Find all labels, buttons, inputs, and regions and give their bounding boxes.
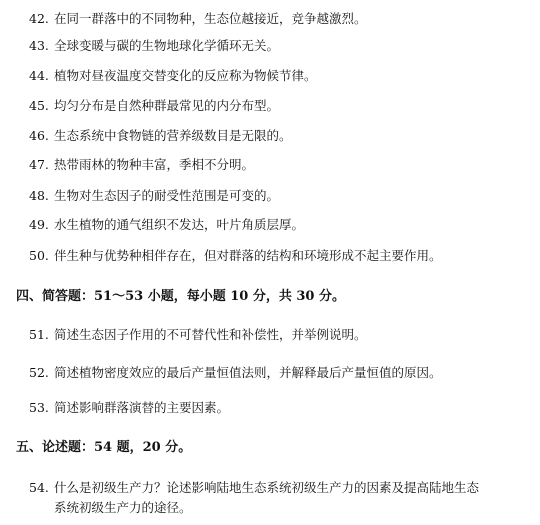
question-text: 在同一群落中的不同物种，生态位越接近，竞争越激烈。: [54, 11, 367, 26]
question-text: 生物对生态因子的耐受性范围是可变的。: [54, 188, 280, 203]
question-number: 47.: [29, 157, 49, 172]
question-number: 53.: [29, 400, 49, 415]
question-number: 51.: [29, 327, 49, 342]
section-heading-essay: 五、论述题：54 题，20 分。: [16, 440, 192, 455]
question-number: 50.: [29, 248, 49, 263]
question-text: 水生植物的通气组织不发达，叶片角质层厚。: [54, 217, 305, 232]
question-number: 43.: [29, 38, 49, 53]
question-number: 52.: [29, 365, 49, 380]
question-number: 42.: [29, 11, 49, 26]
question-text: 简述影响群落演替的主要因素。: [54, 400, 230, 415]
question-text: 什么是初级生产力？论述影响陆地生态系统初级生产力的因素及提高陆地生态: [54, 480, 480, 495]
question-number: 45.: [29, 98, 49, 113]
question-number: 48.: [29, 188, 49, 203]
question-text-continuation: 系统初级生产力的途径。: [54, 500, 192, 515]
question-number: 46.: [29, 128, 49, 143]
question-number: 44.: [29, 68, 49, 83]
question-text: 简述生态因子作用的不可替代性和补偿性，并举例说明。: [54, 327, 367, 342]
section-heading-short-answer: 四、简答题：51～53 小题，每小题 10 分，共 30 分。: [16, 289, 345, 304]
question-number: 54.: [29, 480, 49, 495]
question-text: 热带雨林的物种丰富，季相不分明。: [54, 157, 255, 172]
question-text: 简述植物密度效应的最后产量恒值法则，并解释最后产量恒值的原因。: [54, 365, 442, 380]
question-text: 全球变暖与碳的生物地球化学循环无关。: [54, 38, 280, 53]
question-text: 伴生种与优势种相伴存在，但对群落的结构和环境形成不起主要作用。: [54, 248, 442, 263]
question-text: 均匀分布是自然种群最常见的内分布型。: [54, 98, 280, 113]
question-text: 植物对昼夜温度交替变化的反应称为物候节律。: [54, 68, 317, 83]
question-number: 49.: [29, 217, 49, 232]
question-text: 生态系统中食物链的营养级数目是无限的。: [54, 128, 292, 143]
